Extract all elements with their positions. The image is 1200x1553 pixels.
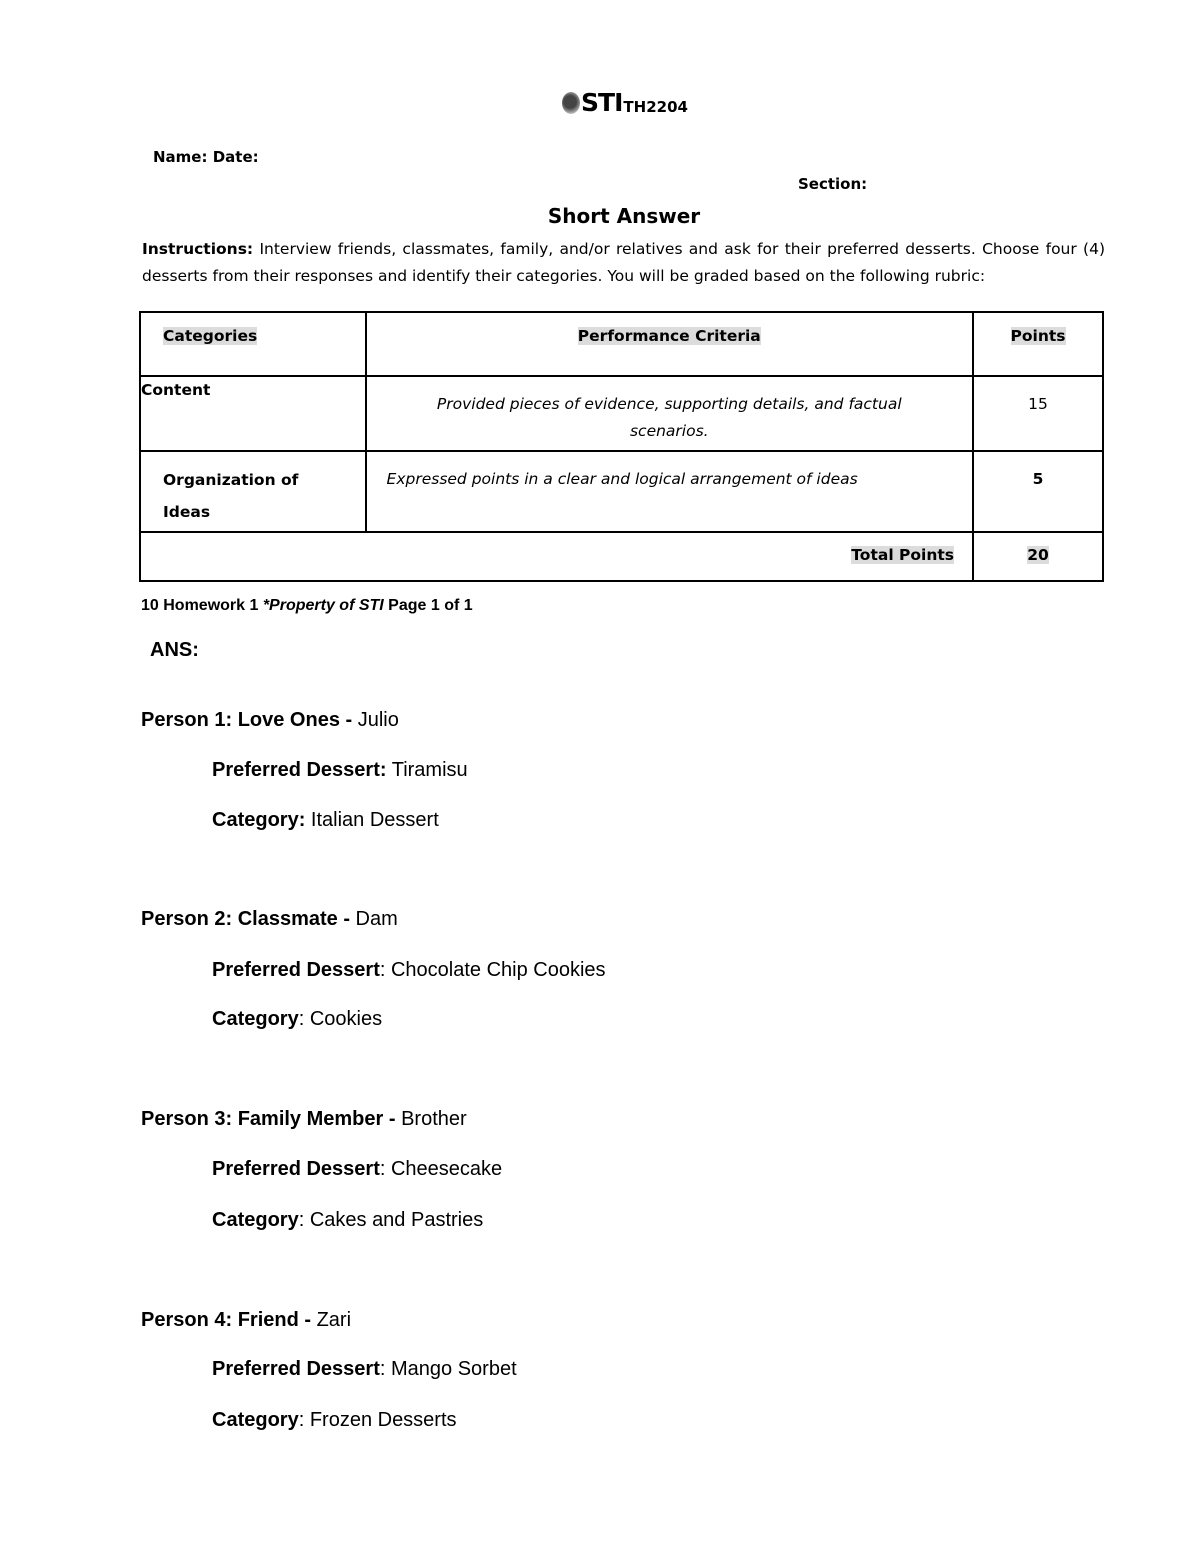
logo-text: STI: [581, 88, 623, 117]
person-label: Person 3: Family Member -: [141, 1108, 402, 1130]
rubric-row: [140, 451, 1103, 532]
rubric-points: 15: [973, 376, 1103, 451]
course-code: TH2204: [623, 98, 688, 116]
rubric-table: [139, 311, 1104, 582]
preferred-dessert-line: Preferred Dessert: Cheesecake: [212, 1158, 503, 1180]
person-label: Person 2: Classmate -: [141, 908, 356, 930]
person-entry: [141, 709, 399, 732]
property-notice: *Property of STI: [262, 597, 384, 614]
rubric-total-label-cell: [140, 532, 973, 581]
page-footer: 10 Homework 1 *Property of STI Page 1 of 1: [141, 597, 473, 614]
category-line: Category: Italian Dessert: [212, 809, 439, 831]
person-name: Brother: [401, 1108, 467, 1130]
preferred-dessert-line: Preferred Dessert: Tiramisu: [212, 759, 468, 781]
total-points-value: 20: [1027, 546, 1049, 564]
category-line: Category: Frozen Desserts: [212, 1409, 457, 1431]
preferred-dessert-value: : Chocolate Chip Cookies: [379, 959, 606, 981]
sti-globe-icon: [562, 92, 580, 114]
rubric-points: 5: [973, 451, 1103, 532]
category-line: Category: Cakes and Pastries: [212, 1209, 484, 1231]
rubric-header-points: Points: [973, 312, 1103, 376]
rubric-total-value-cell: [973, 532, 1103, 581]
header-logo: [562, 88, 688, 117]
preferred-dessert-value: : Cheesecake: [379, 1158, 503, 1180]
person-entry: [141, 908, 398, 931]
rubric-total-row: [140, 532, 1103, 581]
person-entry: [141, 1108, 467, 1131]
instructions: [142, 236, 1105, 290]
name-date-field: Name: Date:: [153, 148, 259, 166]
person-label: Person 4: Friend -: [141, 1309, 317, 1331]
person-label: Person 1: Love Ones -: [141, 709, 358, 731]
category-value: Italian Dessert: [305, 809, 439, 831]
rubric-criteria: Provided pieces of evidence, supporting details, and factual scenarios.: [366, 376, 974, 451]
section-field: Section:: [798, 175, 868, 193]
sti-logo: [562, 88, 622, 117]
instructions-label: Instructions:: [142, 240, 254, 258]
rubric-header-categories: Categories: [140, 312, 366, 376]
document-header: [0, 88, 1200, 118]
person-name: Dam: [355, 908, 398, 930]
category-line: Category: Cookies: [212, 1008, 383, 1030]
person-name: Julio: [357, 709, 399, 731]
preferred-dessert-line: Preferred Dessert: Mango Sorbet: [212, 1358, 517, 1380]
person-name: Zari: [316, 1309, 352, 1331]
answer-label: ANS:: [150, 639, 199, 661]
preferred-dessert-value: : Mango Sorbet: [379, 1358, 517, 1380]
person-entry: [141, 1309, 351, 1332]
category-value: : Cakes and Pastries: [298, 1209, 484, 1231]
rubric-row: [140, 376, 1103, 451]
category-value: : Frozen Desserts: [298, 1409, 457, 1431]
rubric-header-row: [140, 312, 1103, 376]
page-title: Short Answer: [547, 204, 701, 228]
rubric-header-criteria: Performance Criteria: [366, 312, 974, 376]
category-value: : Cookies: [298, 1008, 383, 1030]
rubric-category: Organization of Ideas: [140, 451, 366, 532]
total-points-label: Total Points: [851, 546, 955, 564]
preferred-dessert-line: Preferred Dessert: Chocolate Chip Cookies: [212, 959, 606, 981]
rubric-category: Content: [140, 376, 366, 451]
preferred-dessert-value: Tiramisu: [386, 759, 468, 781]
instructions-text: Interview friends, classmates, family, and/or relatives and ask for their preferred desserts. Choose four (4) desserts from their responses and identify their categories. You will be graded based on the following rubric:: [142, 240, 1105, 285]
rubric-criteria: Expressed points in a clear and logical arrangement of ideas: [366, 451, 974, 532]
